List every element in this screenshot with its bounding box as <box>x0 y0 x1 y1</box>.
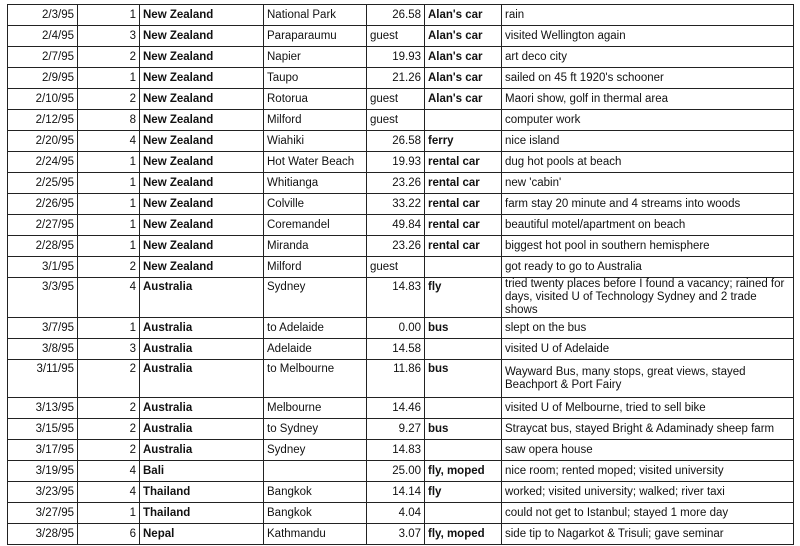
table-row <box>8 152 794 173</box>
transport-cell: rental car <box>425 194 502 215</box>
country-cell: Australia <box>140 360 264 398</box>
cost-cell: 19.93 <box>367 47 425 68</box>
transport-cell: Alan's car <box>425 68 502 89</box>
transport-cell: fly, moped <box>425 524 502 545</box>
cost-cell: guest <box>367 26 425 47</box>
transport-cell: rental car <box>425 152 502 173</box>
cost-cell: guest <box>367 110 425 131</box>
nights-cell: 1 <box>78 173 140 194</box>
notes-cell: Wayward Bus, many stops, great views, stayed Beachport & Port Fairy <box>502 360 794 398</box>
nights-cell: 2 <box>78 360 140 398</box>
notes-cell: sailed on 45 ft 1920's schooner <box>502 68 794 89</box>
transport-cell: bus <box>425 318 502 339</box>
date-cell: 2/4/95 <box>8 26 78 47</box>
transport-cell <box>425 440 502 461</box>
table-row <box>8 26 794 47</box>
cost-cell: 26.58 <box>367 5 425 26</box>
nights-cell: 1 <box>78 68 140 89</box>
place-cell: Bangkok <box>264 482 367 503</box>
table-row <box>8 131 794 152</box>
country-cell: Australia <box>140 278 264 318</box>
nights-cell: 1 <box>78 236 140 257</box>
date-cell: 2/28/95 <box>8 236 78 257</box>
place-cell: Hot Water Beach <box>264 152 367 173</box>
travel-log-table <box>7 4 794 545</box>
date-cell: 2/25/95 <box>8 173 78 194</box>
transport-cell: fly <box>425 278 502 318</box>
country-cell: New Zealand <box>140 68 264 89</box>
place-cell: Bangkok <box>264 503 367 524</box>
cost-cell: 49.84 <box>367 215 425 236</box>
table-row <box>8 173 794 194</box>
place-cell: Milford <box>264 110 367 131</box>
cost-cell: 23.26 <box>367 173 425 194</box>
transport-cell: bus <box>425 360 502 398</box>
country-cell: Thailand <box>140 503 264 524</box>
transport-cell: Alan's car <box>425 5 502 26</box>
date-cell: 3/28/95 <box>8 524 78 545</box>
notes-cell: new 'cabin' <box>502 173 794 194</box>
place-cell: Miranda <box>264 236 367 257</box>
place-cell: Coremandel <box>264 215 367 236</box>
notes-cell: farm stay 20 minute and 4 streams into woods <box>502 194 794 215</box>
country-cell: New Zealand <box>140 47 264 68</box>
country-cell: New Zealand <box>140 152 264 173</box>
cost-cell: 14.83 <box>367 440 425 461</box>
country-cell: New Zealand <box>140 5 264 26</box>
transport-cell: rental car <box>425 215 502 236</box>
place-cell <box>264 461 367 482</box>
country-cell: New Zealand <box>140 110 264 131</box>
nights-cell: 1 <box>78 318 140 339</box>
notes-cell: visited U of Melbourne, tried to sell bike <box>502 398 794 419</box>
nights-cell: 1 <box>78 503 140 524</box>
place-cell: Sydney <box>264 440 367 461</box>
country-cell: Australia <box>140 339 264 360</box>
table-row <box>8 278 794 318</box>
cost-cell: 19.93 <box>367 152 425 173</box>
country-cell: New Zealand <box>140 215 264 236</box>
date-cell: 3/11/95 <box>8 360 78 398</box>
date-cell: 2/27/95 <box>8 215 78 236</box>
table-row <box>8 5 794 26</box>
country-cell: Australia <box>140 440 264 461</box>
cost-cell: 3.07 <box>367 524 425 545</box>
notes-cell: rain <box>502 5 794 26</box>
date-cell: 2/3/95 <box>8 5 78 26</box>
date-cell: 3/27/95 <box>8 503 78 524</box>
cost-cell: 23.26 <box>367 236 425 257</box>
notes-cell: beautiful motel/apartment on beach <box>502 215 794 236</box>
table-body <box>8 5 794 545</box>
cost-cell: 14.46 <box>367 398 425 419</box>
place-cell: Napier <box>264 47 367 68</box>
nights-cell: 8 <box>78 110 140 131</box>
notes-cell: got ready to go to Australia <box>502 257 794 278</box>
notes-cell: nice room; rented moped; visited university <box>502 461 794 482</box>
country-cell: New Zealand <box>140 236 264 257</box>
transport-cell: Alan's car <box>425 89 502 110</box>
nights-cell: 4 <box>78 278 140 318</box>
cost-cell: 9.27 <box>367 419 425 440</box>
nights-cell: 1 <box>78 215 140 236</box>
transport-cell <box>425 339 502 360</box>
table-row <box>8 47 794 68</box>
table-row <box>8 419 794 440</box>
date-cell: 2/10/95 <box>8 89 78 110</box>
notes-cell: Straycat bus, stayed Bright & Adaminady sheep farm <box>502 419 794 440</box>
nights-cell: 2 <box>78 257 140 278</box>
country-cell: New Zealand <box>140 26 264 47</box>
nights-cell: 2 <box>78 440 140 461</box>
country-cell: New Zealand <box>140 131 264 152</box>
transport-cell <box>425 398 502 419</box>
place-cell: Whitianga <box>264 173 367 194</box>
cost-cell: 25.00 <box>367 461 425 482</box>
notes-cell: biggest hot pool in southern hemisphere <box>502 236 794 257</box>
country-cell: Australia <box>140 398 264 419</box>
date-cell: 3/8/95 <box>8 339 78 360</box>
place-cell: Kathmandu <box>264 524 367 545</box>
transport-cell: rental car <box>425 236 502 257</box>
transport-cell: Alan's car <box>425 26 502 47</box>
transport-cell: ferry <box>425 131 502 152</box>
cost-cell: 14.14 <box>367 482 425 503</box>
place-cell: Melbourne <box>264 398 367 419</box>
notes-cell: visited U of Adelaide <box>502 339 794 360</box>
country-cell: New Zealand <box>140 89 264 110</box>
place-cell: Milford <box>264 257 367 278</box>
cost-cell: guest <box>367 89 425 110</box>
transport-cell: bus <box>425 419 502 440</box>
table-row <box>8 110 794 131</box>
table-row <box>8 524 794 545</box>
place-cell: to Melbourne <box>264 360 367 398</box>
date-cell: 2/20/95 <box>8 131 78 152</box>
cost-cell: 4.04 <box>367 503 425 524</box>
cost-cell: guest <box>367 257 425 278</box>
nights-cell: 2 <box>78 89 140 110</box>
cost-cell: 21.26 <box>367 68 425 89</box>
table-row <box>8 236 794 257</box>
cost-cell: 14.83 <box>367 278 425 318</box>
nights-cell: 2 <box>78 398 140 419</box>
place-cell: Adelaide <box>264 339 367 360</box>
table-row <box>8 215 794 236</box>
nights-cell: 3 <box>78 339 140 360</box>
transport-cell: rental car <box>425 173 502 194</box>
table-row <box>8 503 794 524</box>
table-row <box>8 68 794 89</box>
date-cell: 2/26/95 <box>8 194 78 215</box>
table-row <box>8 318 794 339</box>
notes-cell: nice island <box>502 131 794 152</box>
transport-cell: fly, moped <box>425 461 502 482</box>
date-cell: 3/1/95 <box>8 257 78 278</box>
notes-cell: art deco city <box>502 47 794 68</box>
table-row <box>8 360 794 398</box>
date-cell: 2/24/95 <box>8 152 78 173</box>
transport-cell <box>425 503 502 524</box>
notes-cell: could not get to Istanbul; stayed 1 more day <box>502 503 794 524</box>
place-cell: Paraparaumu <box>264 26 367 47</box>
table-row <box>8 440 794 461</box>
table-row <box>8 398 794 419</box>
nights-cell: 1 <box>78 152 140 173</box>
date-cell: 3/7/95 <box>8 318 78 339</box>
transport-cell: fly <box>425 482 502 503</box>
place-cell: Sydney <box>264 278 367 318</box>
nights-cell: 4 <box>78 482 140 503</box>
country-cell: Australia <box>140 419 264 440</box>
cost-cell: 14.58 <box>367 339 425 360</box>
place-cell: Colville <box>264 194 367 215</box>
country-cell: Thailand <box>140 482 264 503</box>
table-row <box>8 257 794 278</box>
nights-cell: 3 <box>78 26 140 47</box>
place-cell: to Sydney <box>264 419 367 440</box>
notes-cell: Maori show, golf in thermal area <box>502 89 794 110</box>
cost-cell: 26.58 <box>367 131 425 152</box>
date-cell: 3/17/95 <box>8 440 78 461</box>
country-cell: Bali <box>140 461 264 482</box>
country-cell: New Zealand <box>140 194 264 215</box>
notes-cell: dug hot pools at beach <box>502 152 794 173</box>
country-cell: Australia <box>140 318 264 339</box>
table-row <box>8 461 794 482</box>
transport-cell <box>425 257 502 278</box>
table-row <box>8 339 794 360</box>
notes-cell: side tip to Nagarkot & Trisuli; gave seminar <box>502 524 794 545</box>
transport-cell <box>425 110 502 131</box>
date-cell: 2/7/95 <box>8 47 78 68</box>
table-row <box>8 89 794 110</box>
notes-cell: saw opera house <box>502 440 794 461</box>
place-cell: Rotorua <box>264 89 367 110</box>
table-row <box>8 194 794 215</box>
place-cell: National Park <box>264 5 367 26</box>
place-cell: to Adelaide <box>264 318 367 339</box>
date-cell: 3/15/95 <box>8 419 78 440</box>
cost-cell: 11.86 <box>367 360 425 398</box>
date-cell: 3/23/95 <box>8 482 78 503</box>
country-cell: New Zealand <box>140 257 264 278</box>
cost-cell: 0.00 <box>367 318 425 339</box>
place-cell: Wiahiki <box>264 131 367 152</box>
notes-cell: worked; visited university; walked; river taxi <box>502 482 794 503</box>
date-cell: 2/9/95 <box>8 68 78 89</box>
date-cell: 3/13/95 <box>8 398 78 419</box>
notes-cell: tried twenty places before I found a vacancy; rained for days, visited U of Technology Sydney and 2 trade shows <box>502 278 794 318</box>
nights-cell: 4 <box>78 131 140 152</box>
place-cell: Taupo <box>264 68 367 89</box>
nights-cell: 2 <box>78 47 140 68</box>
nights-cell: 2 <box>78 419 140 440</box>
date-cell: 3/19/95 <box>8 461 78 482</box>
date-cell: 3/3/95 <box>8 278 78 318</box>
nights-cell: 1 <box>78 5 140 26</box>
country-cell: Nepal <box>140 524 264 545</box>
table-row <box>8 482 794 503</box>
notes-cell: visited Wellington again <box>502 26 794 47</box>
country-cell: New Zealand <box>140 173 264 194</box>
date-cell: 2/12/95 <box>8 110 78 131</box>
notes-cell: computer work <box>502 110 794 131</box>
cost-cell: 33.22 <box>367 194 425 215</box>
nights-cell: 4 <box>78 461 140 482</box>
transport-cell: Alan's car <box>425 47 502 68</box>
nights-cell: 6 <box>78 524 140 545</box>
notes-cell: slept on the bus <box>502 318 794 339</box>
nights-cell: 1 <box>78 194 140 215</box>
